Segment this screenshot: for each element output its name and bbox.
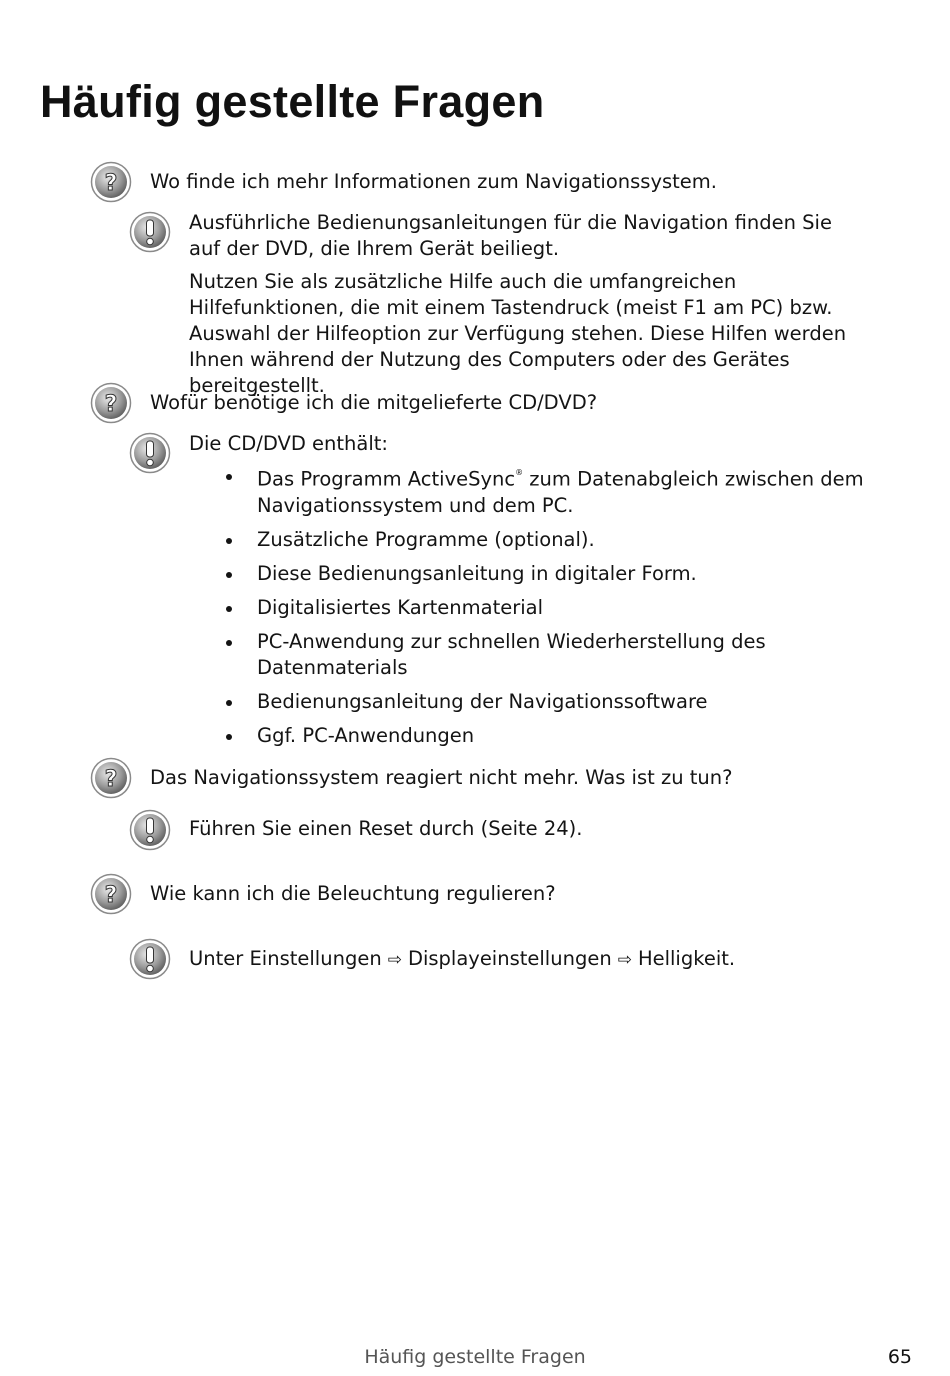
footer-title: Häufig gestellte Fragen <box>364 1346 586 1368</box>
question-mark-icon <box>90 382 132 424</box>
answer-paragraph: Nutzen Sie als zusätzliche Hilfe auch die umfangreichen Hilfefunktionen, die mit einem Tastendruck (meist F1 am PC) bzw. Auswahl der Hilfeoption zur Verfügung stehen. Diese Hilfen werden Ihnen während der Nutzung des Computers oder des Gerätes bereitgestellt. <box>189 270 847 397</box>
list-item-text: Das Programm ActiveSync <box>257 467 516 491</box>
faq-question-3: Das Navigationssystem reagiert nicht mehr. Was ist zu tun? <box>150 766 733 789</box>
answer-paragraph: Ausführliche Bedienungsanleitungen für die Navigation finden Sie auf der DVD, die Ihrem Gerät beiliegt. <box>189 211 832 260</box>
registered-mark: ® <box>515 468 524 477</box>
faq-answer-3: Führen Sie einen Reset durch (Seite 24). <box>189 817 583 840</box>
faq-question-4: Wie kann ich die Beleuchtung regulieren? <box>150 882 556 905</box>
exclamation-icon <box>129 809 171 851</box>
list-item: PC-Anwendung zur schnellen Wiederherstellung des Datenmaterials <box>189 629 869 681</box>
answer-intro: Die CD/DVD enthält: <box>189 432 388 455</box>
faq-answer-4 <box>189 946 735 973</box>
list-item: Ggf. PC-Anwendungen <box>189 723 869 749</box>
arrow-right-icon: ⇨ <box>617 950 632 970</box>
exclamation-icon <box>129 211 171 253</box>
exclamation-icon <box>129 432 171 474</box>
cd-contents-list <box>189 463 869 749</box>
page-title: Häufig gestellte Fragen <box>40 76 545 127</box>
list-item: Zusätzliche Programme (optional). <box>189 527 869 553</box>
list-item: Bedienungsanleitung der Navigationssoftware <box>189 689 869 715</box>
faq-question-1: Wo finde ich mehr Informationen zum Navigationssystem. <box>150 170 717 193</box>
list-item-text: zum Datenabgleich zwischen dem Navigationssystem und dem PC. <box>257 467 864 517</box>
list-item: Digitalisiertes Kartenmaterial <box>189 595 869 621</box>
faq-answer-1 <box>189 210 869 406</box>
arrow-right-icon: ⇨ <box>387 950 402 970</box>
faq-answer-2 <box>189 431 869 757</box>
page-number: 65 <box>887 1346 912 1368</box>
question-mark-icon <box>90 873 132 915</box>
exclamation-icon <box>129 938 171 980</box>
faq-question-2: Wofür benötige ich die mitgelieferte CD/DVD? <box>150 391 598 414</box>
menu-path-display: Displayeinstellungen <box>407 947 612 970</box>
question-mark-icon <box>90 161 132 203</box>
menu-path-settings: Unter Einstellungen <box>189 947 382 970</box>
question-mark-icon <box>90 757 132 799</box>
menu-path-brightness: Helligkeit. <box>637 947 736 970</box>
list-item: Diese Bedienungsanleitung in digitaler Form. <box>189 561 869 587</box>
list-item <box>189 463 869 519</box>
